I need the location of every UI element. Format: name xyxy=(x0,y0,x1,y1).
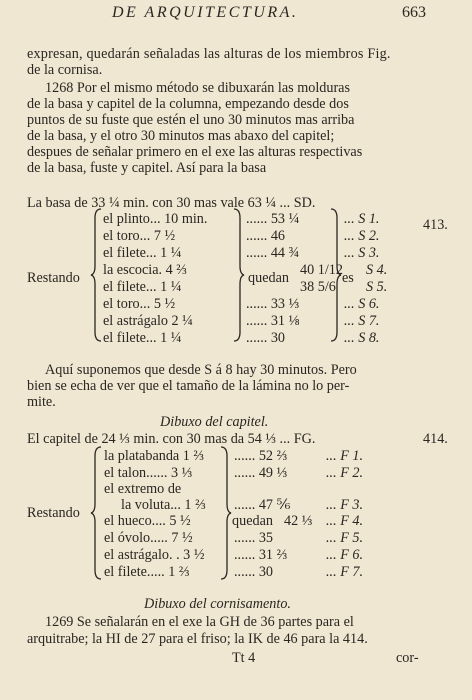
basa-row-point: ... S 3. xyxy=(344,245,380,261)
basa-heading: La basa de 33 ¼ min. con 30 mas vale 63 ¼ ... SD. xyxy=(27,195,316,211)
capitel-row-value: ...... 47 ⅚ xyxy=(234,497,291,513)
basa-row-point: ... S 2. xyxy=(344,228,380,244)
quedan-label: quedan xyxy=(248,270,289,286)
es-label: es xyxy=(342,270,354,286)
text-line: arquitrabe; la HI de 27 para el friso; la IK de 46 para la 414. xyxy=(27,631,368,647)
capitel-row-point: ... F 5. xyxy=(326,530,364,546)
capitel-row-point: ... F 6. xyxy=(326,547,364,563)
quedan-label: quedan xyxy=(232,513,273,529)
basa-row-name: el filete... 1 ¼ xyxy=(103,245,182,261)
text-line: 1268 Por el mismo método se dibuxarán las molduras xyxy=(45,80,350,96)
capitel-row-name: el filete..... 1 ⅔ xyxy=(104,564,190,580)
basa-row-value: ...... 33 ⅓ xyxy=(246,296,300,312)
basa-row-point: S 4. xyxy=(366,262,388,278)
capitel-row-value: ...... 35 xyxy=(234,530,274,546)
restando-label: Restando xyxy=(27,505,80,521)
basa-row-value: ...... 46 xyxy=(246,228,286,244)
basa-row-value: 38 5/6 xyxy=(300,279,336,295)
text-line: de la cornisa. xyxy=(27,62,103,78)
capitel-row-value: ...... 31 ⅔ xyxy=(234,547,288,563)
capitel-row-name: la voluta... 1 ⅔ xyxy=(121,497,206,513)
basa-row-point: ... S 8. xyxy=(344,330,380,346)
capitel-heading: El capitel de 24 ⅓ min. con 30 mas da 54 ⅓ ... FG. xyxy=(27,431,316,447)
capitel-row-point: ... F 2. xyxy=(326,465,364,481)
basa-row-name: el filete... 1 ¼ xyxy=(103,279,182,295)
text-line: 1269 Se señalarán en el exe la GH de 36 partes para el xyxy=(45,614,354,630)
text-line: despues de señalar primero en el exe las alturas respectivas xyxy=(27,144,363,160)
capitel-row-name: el astrágalo. . 3 ½ xyxy=(104,547,205,563)
basa-row-value: 40 1/12 xyxy=(300,262,343,278)
capitel-row-point: ... F 7. xyxy=(326,564,364,580)
page-number: 663 xyxy=(402,4,426,21)
capitel-row-point: ... F 3. xyxy=(326,497,364,513)
left-brace-icon xyxy=(90,208,102,342)
capitel-row-value: 42 ⅓ xyxy=(284,513,313,529)
text-line: puntos de su fuste que estén el uno 30 minutos mas arriba xyxy=(27,112,355,128)
capitel-row-point: ... F 4. xyxy=(326,513,364,529)
figure-number: 414. xyxy=(423,431,448,447)
basa-row-name: el plinto... 10 min. xyxy=(103,211,208,227)
text-line: Aquí suponemos que desde S á 8 hay 30 minutos. Pero xyxy=(45,362,357,378)
right-brace-icon xyxy=(233,208,245,342)
capitel-row-value: ...... 49 ⅓ xyxy=(234,465,288,481)
capitel-row-name: el extremo de xyxy=(104,481,182,497)
capitel-row-name: el óvolo..... 7 ½ xyxy=(104,530,193,546)
basa-row-name: el astrágalo 2 ¼ xyxy=(103,313,193,329)
figure-number: 413. xyxy=(423,217,448,233)
basa-row-name: la escocia. 4 ⅔ xyxy=(103,262,187,278)
basa-row-value: ...... 30 xyxy=(246,330,286,346)
capitel-row-value: ...... 30 xyxy=(234,564,274,580)
basa-row-point: ... S 1. xyxy=(344,211,380,227)
text-line: expresan, quedarán señaladas las alturas de los miembros Fig. xyxy=(27,46,391,62)
text-line: de la basa, y el otro 30 minutos mas abaxo del capitel; xyxy=(27,128,335,144)
basa-row-point: S 5. xyxy=(366,279,388,295)
right-brace-icon xyxy=(220,446,232,580)
catchword: cor- xyxy=(396,650,419,666)
capitel-row-name: el hueco.... 5 ½ xyxy=(104,513,191,529)
header-title: DE ARQUITECTURA. xyxy=(112,4,299,21)
text-line: de la basa, fuste y capitel. Así para la basa xyxy=(27,160,267,176)
left-brace-icon xyxy=(90,446,102,580)
text-line: de la basa y capitel de la columna, empezando desde dos xyxy=(27,96,349,112)
text-line: mite. xyxy=(27,394,56,410)
basa-row-point: ... S 6. xyxy=(344,296,380,312)
section-title: Dibuxo del capitel. xyxy=(160,414,269,430)
restando-label: Restando xyxy=(27,270,80,286)
basa-row-name: el toro... 7 ½ xyxy=(103,228,176,244)
basa-row-name: el toro... 5 ½ xyxy=(103,296,176,312)
section-title: Dibuxo del cornisamento. xyxy=(144,596,291,612)
capitel-row-name: el talon...... 3 ⅓ xyxy=(104,465,193,481)
basa-row-point: ... S 7. xyxy=(344,313,380,329)
basa-row-value: ...... 31 ⅛ xyxy=(246,313,300,329)
signature-mark: Tt 4 xyxy=(232,650,256,666)
capitel-row-value: ...... 52 ⅔ xyxy=(234,448,288,464)
running-header xyxy=(0,4,472,26)
basa-row-value: ...... 53 ¼ xyxy=(246,211,300,227)
basa-row-value: ...... 44 ¾ xyxy=(246,245,300,261)
basa-row-name: el filete... 1 ¼ xyxy=(103,330,182,346)
capitel-row-point: ... F 1. xyxy=(326,448,364,464)
text-line: bien se echa de ver que el tamaño de la lámina no lo per- xyxy=(27,378,350,394)
capitel-row-name: la platabanda 1 ⅔ xyxy=(104,448,205,464)
